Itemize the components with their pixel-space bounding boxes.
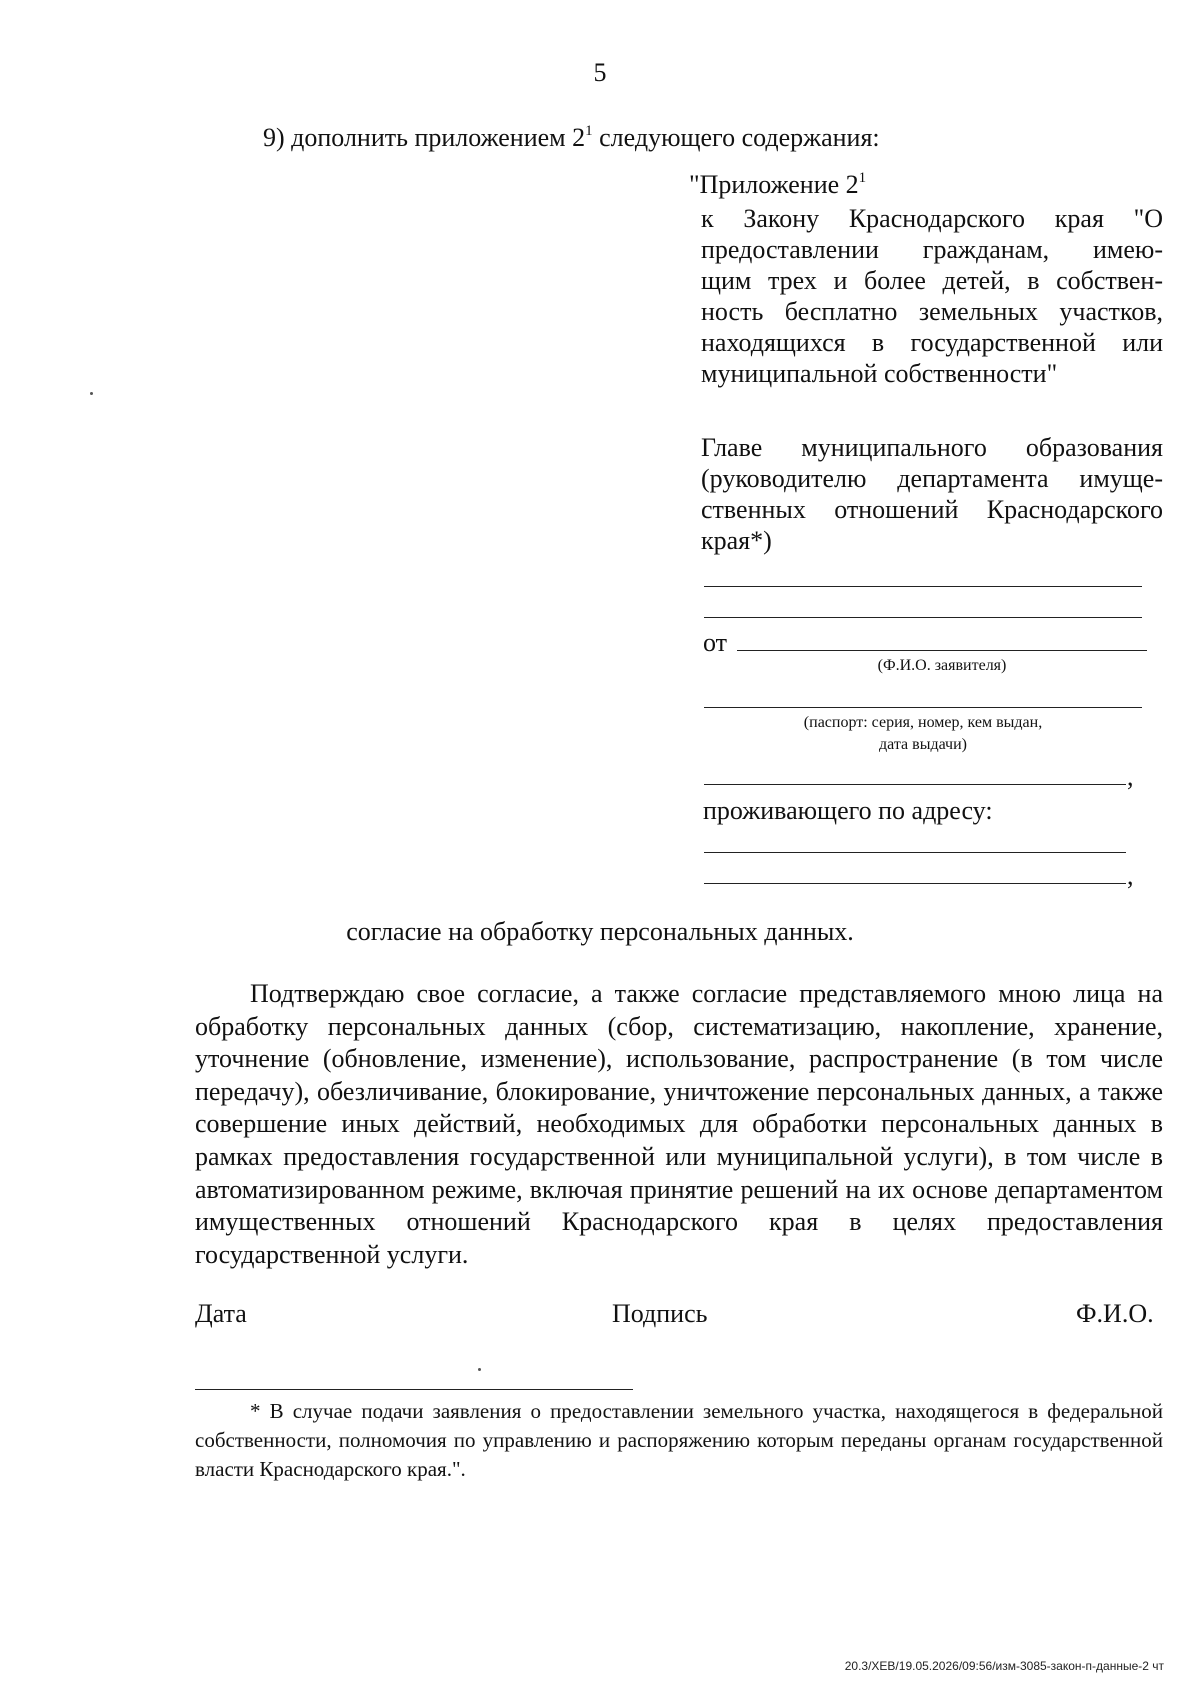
residence-label: проживающего по адресу: — [703, 796, 993, 825]
passport-line — [704, 707, 1142, 708]
addressee-blank-line-1 — [704, 586, 1142, 587]
addressee-line: края*) — [701, 526, 772, 555]
page-number: 5 — [593, 58, 607, 87]
item-9-text: 9) дополнить приложением 2 — [263, 123, 586, 152]
date-label: Дата — [195, 1299, 247, 1328]
item-9-superscript: 1 — [585, 123, 593, 139]
law-ref-line: находящихся в государственной или — [701, 328, 1163, 357]
passport-caption — [704, 712, 1142, 756]
signature-label: Подпись — [612, 1299, 708, 1328]
addressee-line: Главе муниципального образования — [701, 433, 1163, 462]
law-ref-line: предоставлении гражданам, имею- — [701, 235, 1163, 264]
address-line-1 — [704, 852, 1126, 853]
addressee-block — [701, 432, 1163, 556]
passport-caption-line: дата выдачи) — [879, 736, 967, 753]
document-heading: согласие на обработку персональных данных. — [346, 917, 854, 946]
scan-speck — [90, 392, 93, 395]
item-9-text-after: следующего содержания: — [592, 123, 880, 152]
footnote: * В случае подачи заявления о предоставлении земельного участка, находящегося в федеральной собственности, полномочия по управлению и распоряжению которым переданы органам государственной власти Краснодарского края.". — [195, 1399, 1163, 1481]
annex-title — [689, 170, 866, 200]
annex-title-text: "Приложение 2 — [689, 170, 859, 199]
addressee-line: ственных отношений Краснодарского — [701, 495, 1163, 524]
law-ref-line: муниципальной собственности" — [701, 359, 1058, 388]
law-reference — [701, 203, 1163, 389]
addressee-blank-line-2 — [704, 617, 1142, 618]
address-line-2 — [704, 883, 1126, 884]
line-comma: , — [1127, 762, 1134, 791]
law-ref-line: ность бесплатно земельных участков, — [701, 297, 1163, 326]
annex-title-superscript: 1 — [858, 170, 867, 186]
passport-continuation-line — [704, 784, 1126, 785]
footer-document-code: 20.3/ХЕВ/19.05.2026/09:56/изм-3085-закон-п-данные-2 чт — [844, 1659, 1164, 1673]
passport-caption-line: (паспорт: серия, номер, кем выдан, — [803, 714, 1043, 731]
law-ref-line: к Закону Краснодарского края "О — [701, 204, 1163, 233]
item-9-paragraph — [263, 123, 880, 153]
applicant-name-caption: (Ф.И.О. заявителя) — [877, 657, 1007, 674]
footnote-separator — [195, 1389, 633, 1390]
law-ref-line: щим трех и более детей, в собствен- — [701, 266, 1163, 295]
addressee-line: (руководителю департамента имуще- — [701, 464, 1163, 493]
consent-paragraph: Подтверждаю свое согласие, а также согласие представляемого мною лица на обработку персональных данных (сбор, систематизацию, накопление, хранение, уточнение (обновление, изменение), использование, распространение (в том числе передачу), обезличивание, блокирование, уничтожение персональных данных, а также совершение иных действий, необходимых для обработки персональных данных в рамках предоставления государственной или муниципальной услуги), в том числе в автоматизированном режиме, включая принятие решений на их основе департаментом имущественных отношений Краснодарского края в целях предоставления государственной услуги. — [195, 979, 1163, 1269]
from-label: от — [703, 628, 728, 657]
applicant-name-line — [737, 650, 1147, 651]
fio-label: Ф.И.О. — [1076, 1299, 1154, 1328]
scan-speck — [478, 1368, 481, 1371]
line-comma: , — [1127, 861, 1134, 890]
